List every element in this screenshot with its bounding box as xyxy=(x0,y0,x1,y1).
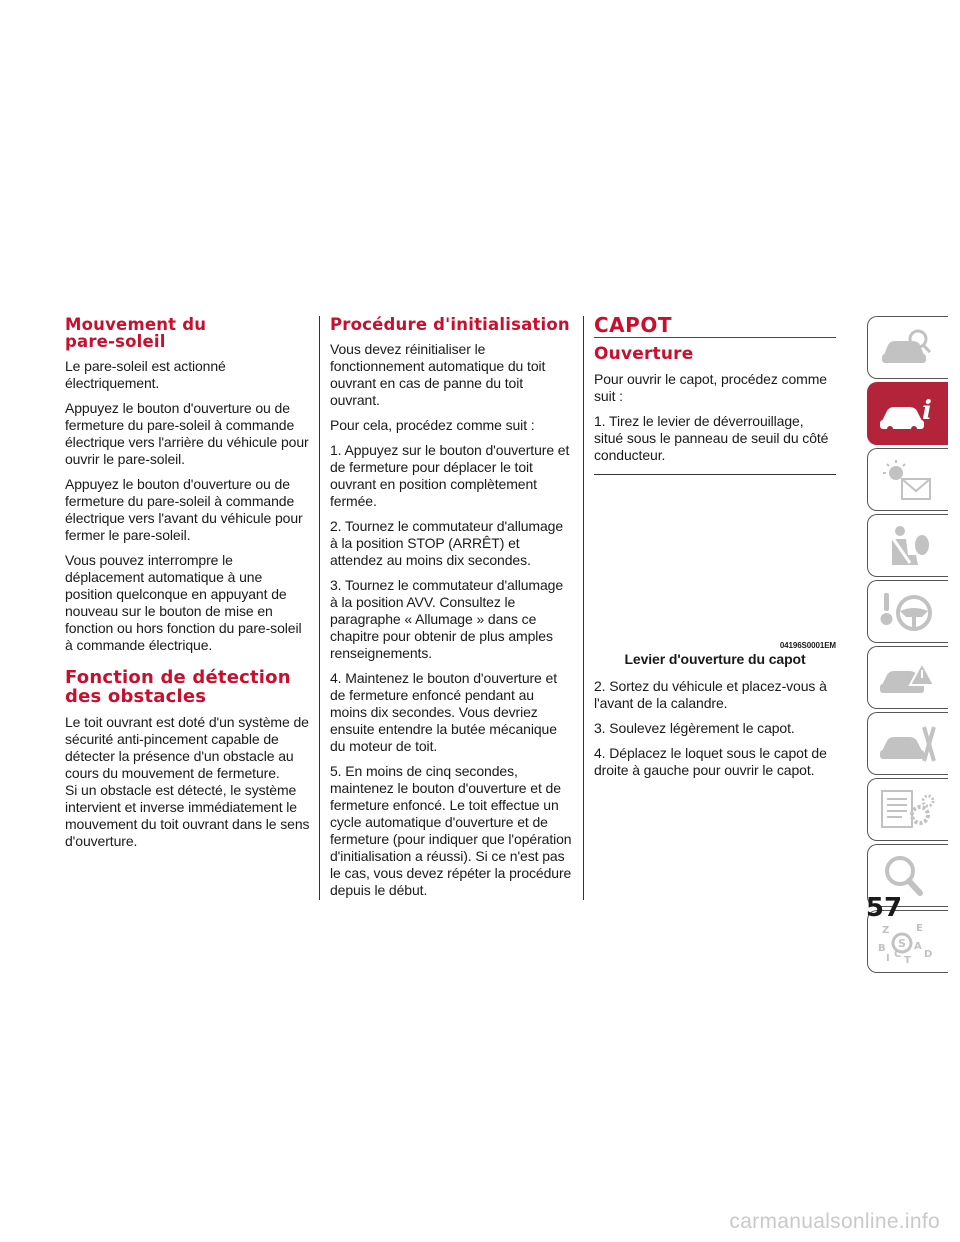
paragraph: Pour ouvrir le capot, procédez comme suit : xyxy=(594,371,827,404)
paragraph: Vous devez réinitialiser le fonctionnement automatique du toit ouvrant en cas de panne du toit ouvrant. xyxy=(330,341,546,408)
column-divider xyxy=(583,316,584,900)
paragraph: Le pare-soleil est actionné électriquement. xyxy=(65,358,226,391)
tab-technical-specs[interactable] xyxy=(867,778,948,841)
tab-warning-lights[interactable] xyxy=(867,448,948,511)
paragraph: Pour cela, procédez comme suit : xyxy=(330,417,535,433)
steering-wheel-icon xyxy=(878,589,938,635)
step-2: 2. Sortez du véhicule et placez-vous à l'avant de la calandre. xyxy=(594,678,827,711)
svg-text:A: A xyxy=(914,941,922,952)
car-info-icon xyxy=(878,391,938,437)
step-3: 3. Tournez le commutateur d'allumage à la position AVV. Consultez le paragraphe « Allumage » dans ce chapitre pour obtenir de plus amples renseignements. xyxy=(330,577,564,661)
paragraph: Appuyez le bouton d'ouverture ou de fermeture du pare-soleil à commande électrique vers l'avant du véhicule pour fermer le pare-soleil. xyxy=(65,476,303,543)
step-5: 5. En moins de cinq secondes, maintenez le bouton d'ouverture et de fermeture enfoncé. Le toit effectue un cycle automatique d'ouverture et de fermeture (pour indiquer que l'opération d'initialisation a réussi). Si ce n'est pas le cas, vous devez répéter la procédure depuis le début. xyxy=(330,763,572,898)
column-divider xyxy=(319,316,320,900)
svg-text:D: D xyxy=(924,949,933,960)
alphabetical-index-icon xyxy=(878,919,938,965)
step-3: 3. Soulevez légèrement le capot. xyxy=(594,720,795,736)
svg-text:S: S xyxy=(898,937,906,950)
step-4: 4. Maintenez le bouton d'ouverture et de fermeture enfoncé pendant au moins dix secondes. Vous devriez ensuite entendre la butée mécanique du moteur de toit. xyxy=(330,670,558,754)
svg-text:I: I xyxy=(886,953,890,964)
column-3 xyxy=(594,313,836,787)
column-1 xyxy=(65,316,310,858)
figure-caption: Levier d'ouverture du capot xyxy=(624,651,806,667)
figure-id: 04196S0001EM xyxy=(779,641,836,650)
heading-mouvement-pare-soleil: Mouvement du pare-soleil xyxy=(65,315,207,351)
paragraph: Le toit ouvrant est doté d'un système de sécurité anti-pincement capable de détecter la présence d'un obstacle au cours du mouvement de fermeture. Si un obstacle est détecté, le système intervient et inverse immédiatement le mouvement du toit ouvrant dans le sens d'ouverture. xyxy=(65,714,310,849)
warning-light-message-icon xyxy=(878,457,938,503)
tab-starting-driving[interactable] xyxy=(867,580,948,643)
svg-text:Z: Z xyxy=(882,925,890,936)
chapter-tabs xyxy=(867,316,948,976)
tab-maintenance[interactable] xyxy=(867,712,948,775)
heading-fonction-detection: Fonction de détection des obstacles xyxy=(65,667,291,707)
car-tools-icon xyxy=(878,721,938,767)
step-1: 1. Appuyez sur le bouton d'ouverture et de fermeture pour déplacer le toit ouvrant en position complètement fermée. xyxy=(330,442,570,509)
paragraph: Appuyez le bouton d'ouverture ou de fermeture du pare-soleil à commande électrique vers l'arrière du véhicule pour ouvrir le pare-soleil. xyxy=(65,400,309,467)
page-number: 57 xyxy=(865,893,903,923)
svg-text:i: i xyxy=(922,396,932,426)
specifications-gear-icon xyxy=(878,787,938,833)
step-4: 4. Déplacez le loquet sous le capot de droite à gauche pour ouvrir le capot. xyxy=(594,745,827,778)
svg-text:T: T xyxy=(904,955,911,965)
heading-capot: CAPOT xyxy=(594,316,836,338)
step-2: 2. Tournez le commutateur d'allumage à la position STOP (ARRÊT) et attendez au moins dix secondes. xyxy=(330,518,564,568)
tab-car-search[interactable] xyxy=(867,316,948,379)
svg-text:E: E xyxy=(916,923,923,934)
svg-text:B: B xyxy=(878,943,886,954)
tab-safety[interactable] xyxy=(867,514,948,577)
car-crash-warning-icon xyxy=(878,655,938,701)
step-1: 1. Tirez le levier de déverrouillage, situé sous le panneau de seuil du côté conducteur. xyxy=(594,413,829,463)
svg-text:C: C xyxy=(894,949,902,960)
seat-airbag-icon xyxy=(878,523,938,569)
column-2 xyxy=(330,316,573,907)
figure-hood-release-lever xyxy=(594,475,836,641)
car-search-icon xyxy=(878,325,938,371)
tab-car-info[interactable] xyxy=(867,382,948,445)
paragraph: Vous pouvez interrompre le déplacement automatique à une position quelconque en appuyant de nouveau sur le bouton de mise en fonction ou hors fonction du pare-soleil à commande électrique. xyxy=(65,552,302,653)
tab-emergency[interactable] xyxy=(867,646,948,709)
heading-procedure-initialisation: Procédure d'initialisation xyxy=(330,315,570,334)
heading-ouverture: Ouverture xyxy=(594,344,694,364)
watermark: carmanualsonline.info xyxy=(729,1210,940,1233)
